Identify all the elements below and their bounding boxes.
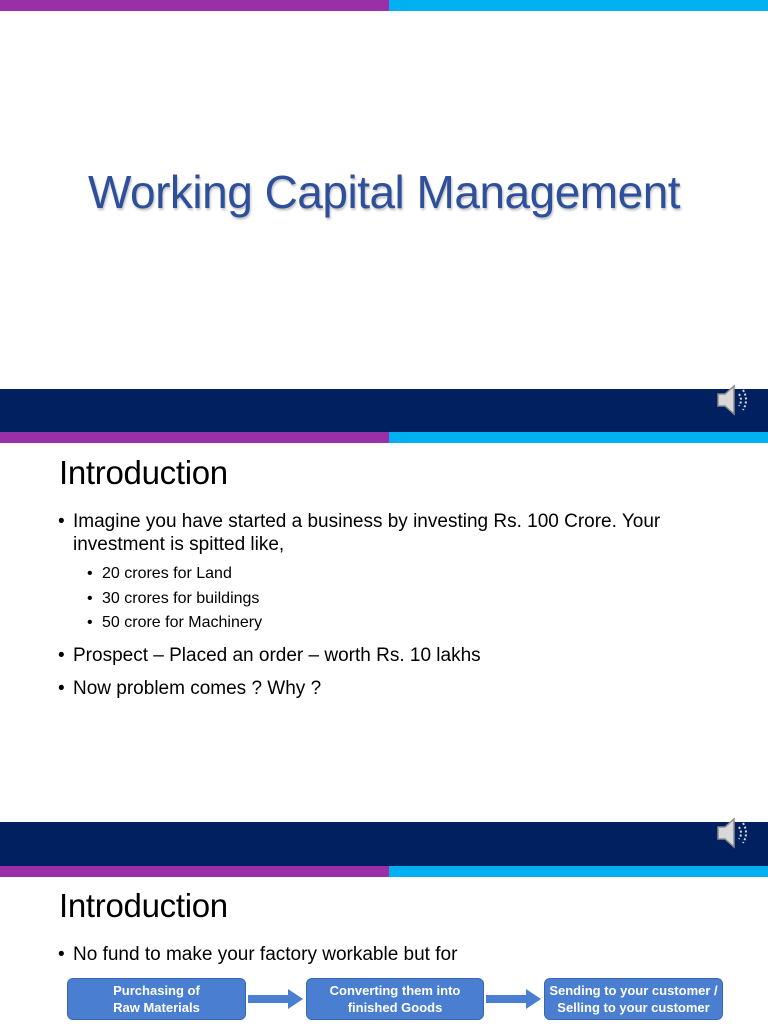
bullet-item: • Imagine you have started a business by investing Rs. 100 Crore. Your investment is spitted like, — [58, 510, 718, 556]
process-flow — [67, 978, 727, 1022]
flow-step-line: Purchasing of — [113, 983, 200, 998]
flow-step-line: finished Goods — [347, 1000, 443, 1015]
flow-step-selling — [544, 978, 723, 1020]
flow-step-line: Selling to your customer — [557, 1000, 710, 1015]
flow-step-line: Converting them into — [329, 983, 461, 998]
sub-bullet-text: 50 crore for Machinery — [102, 614, 263, 631]
flow-step-line: Raw Materials — [113, 1000, 200, 1015]
sub-bullet-item: • 50 crore for Machinery — [58, 611, 718, 636]
flow-step-converting — [306, 978, 484, 1020]
slide2-top-accent-bar — [0, 432, 768, 443]
sub-bullet-text: 30 crores for buildings — [102, 589, 260, 607]
bullet-text: Now problem comes ? Why ? — [73, 677, 322, 699]
sub-bullet-item: • 30 crores for buildings — [58, 587, 718, 612]
slide2-footer-bar — [0, 822, 768, 866]
slide3-bullet-list — [58, 943, 718, 966]
slide3-top-accent-bar — [0, 866, 768, 877]
slide2-bullet-list — [58, 510, 718, 700]
slide1-title: Working Capital Management — [87, 166, 681, 218]
bullet-text: Prospect – Placed an order – worth Rs. 10 lakhs — [73, 644, 481, 666]
speaker-icon[interactable] — [714, 813, 754, 853]
speaker-icon[interactable] — [714, 380, 754, 420]
bullet-item: • Prospect – Placed an order – worth Rs. 10 lakhs — [58, 644, 481, 666]
bullet-text: No fund to make your factory workable but for — [73, 944, 458, 965]
slide2-heading: Introduction — [59, 454, 228, 491]
arrow-right-icon — [248, 988, 304, 1010]
bullet-text: Imagine you have started a business by investing Rs. 100 Crore. Your investment is spitted like, — [73, 511, 661, 555]
flow-step-line: Sending to your customer / — [549, 983, 718, 998]
slide1-footer-bar — [0, 389, 768, 433]
slide1-top-accent-bar — [0, 0, 768, 11]
slide3-heading: Introduction — [59, 887, 228, 924]
bullet-item: • No fund to make your factory workable but for — [58, 944, 458, 965]
flow-step-purchasing — [67, 978, 246, 1020]
bullet-item: • Now problem comes ? Why ? — [58, 677, 322, 699]
sub-bullet-item: • 20 crores for Land — [58, 562, 718, 587]
arrow-right-icon — [486, 988, 542, 1010]
sub-bullet-text: 20 crores for Land — [102, 565, 232, 582]
